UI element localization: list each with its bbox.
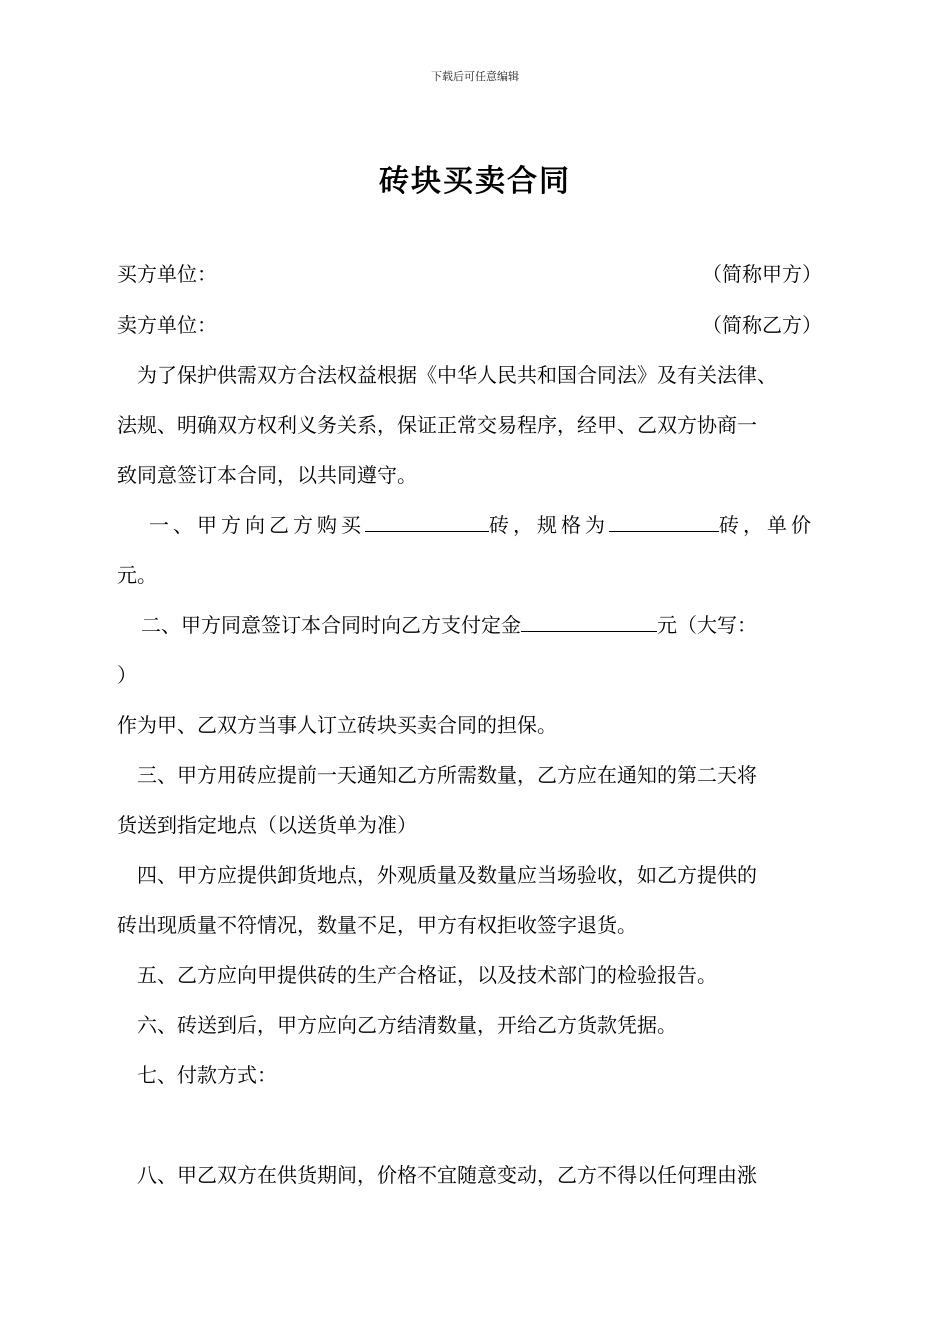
clause-5: 五、乙方应向甲提供砖的生产合格证，以及技术部门的检验报告。 [137,963,717,987]
clause-4-line-1: 四、甲方应提供卸货地点，外观质量及数量应当场验收，如乙方提供的 [137,863,757,887]
seller-label: 卖方单位： [117,313,217,337]
seller-abbreviation: （简称乙方） [702,313,822,337]
brick-spec-blank [609,511,719,532]
document-title: 砖块买卖合同 [379,164,571,199]
clause-8-line-1: 八、甲乙双方在供货期间，价格不宜随意变动，乙方不得以任何理由涨 [137,1163,757,1187]
clause-1-text-c: 砖，单价 [719,513,815,537]
buyer-abbreviation: （简称甲方） [702,262,822,286]
deposit-amount-blank [521,611,657,632]
brick-type-blank [365,511,489,532]
clause-2-line-2: ） [117,663,137,687]
clause-1-line-1 [149,511,815,539]
clause-1-text-b: 砖，规格为 [489,513,609,537]
page-header-note: 下载后可任意编辑 [431,70,519,83]
clause-7: 七、付款方式： [137,1063,277,1087]
clause-1-line-2: 元。 [117,563,157,587]
clause-3-line-2: 货送到指定地点（以送货单为准） [117,813,417,837]
intro-line-3: 致同意签订本合同，以共同遵守。 [117,463,417,487]
clause-2-line-1 [141,611,757,639]
clause-1-text-a: 一、甲方向乙方购买 [149,513,365,537]
clause-4-line-2: 砖出现质量不符情况，数量不足，甲方有权拒收签字退货。 [117,913,637,937]
buyer-label: 买方单位： [117,262,217,286]
clause-3-line-1: 三、甲方用砖应提前一天通知乙方所需数量，乙方应在通知的第二天将 [137,763,757,787]
clause-6: 六、砖送到后，甲方应向乙方结清数量，开给乙方货款凭据。 [137,1013,677,1037]
clause-2-line-3: 作为甲、乙双方当事人订立砖块买卖合同的担保。 [117,713,557,737]
intro-line-2: 法规、明确双方权利义务关系，保证正常交易程序，经甲、乙双方协商一 [117,413,757,437]
clause-2-text-b: 元（大写： [657,613,757,637]
intro-line-1: 为了保护供需双方合法权益根据《中华人民共和国合同法》及有关法律、 [137,363,777,387]
clause-2-text-a: 二、甲方同意签订本合同时向乙方支付定金 [141,613,521,637]
